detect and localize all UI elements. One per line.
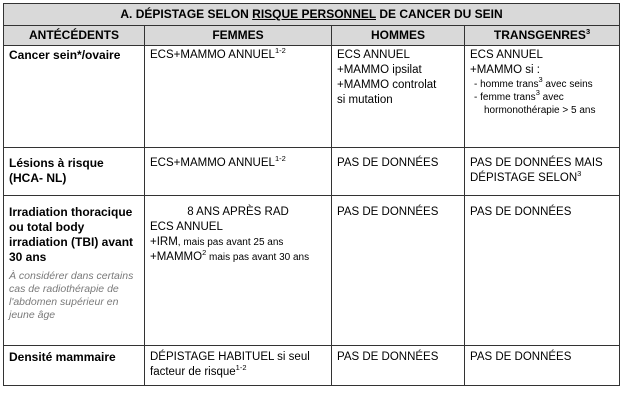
title-suffix: DE CANCER DU SEIN bbox=[375, 7, 503, 21]
cancer-hommes-line: si mutation bbox=[337, 94, 393, 106]
cell-irradiation-femmes bbox=[145, 196, 332, 346]
irradiation-femmes-line4 bbox=[150, 250, 326, 265]
lesions-trans-line2-text: DÉPISTAGE SELON bbox=[470, 172, 578, 184]
cell-lesions-femmes bbox=[145, 148, 332, 196]
mammo-text: +MAMMO bbox=[150, 251, 203, 263]
cell-lesions-hommes: PAS DE DONNÉES bbox=[332, 148, 465, 196]
densite-femmes-line2-text: facteur de risque bbox=[150, 366, 236, 378]
header-hommes: HOMMES bbox=[332, 26, 465, 46]
row-label-irradiation bbox=[4, 196, 145, 346]
table-title bbox=[4, 4, 620, 26]
lesions-label-line2: (HCA- NL) bbox=[9, 171, 67, 185]
table-row bbox=[4, 46, 620, 148]
lesions-trans-sup: 3 bbox=[577, 169, 582, 178]
title-underlined: RISQUE PERSONNEL bbox=[252, 7, 376, 21]
cell-densite-trans: PAS DE DONNÉES bbox=[465, 346, 620, 386]
cell-lesions-trans bbox=[465, 148, 620, 196]
title-row bbox=[4, 4, 620, 26]
bullet2-a: - femme trans bbox=[474, 92, 536, 103]
cancer-trans-line2: +MAMMO si : bbox=[470, 64, 540, 76]
title-prefix: A. DÉPISTAGE SELON bbox=[120, 7, 253, 21]
header-transgenres-sup: 3 bbox=[585, 27, 591, 36]
header-antecedents: ANTÉCÉDENTS bbox=[4, 26, 145, 46]
irradiation-note: À considérer dans certains cas de radiothérapie de l'abdomen supérieur en jeune âge bbox=[9, 270, 134, 321]
row-label-lesions bbox=[4, 148, 145, 196]
lesions-femmes-sup: 1-2 bbox=[274, 154, 286, 163]
table-row bbox=[4, 148, 620, 196]
cancer-trans-line1: ECS ANNUEL bbox=[470, 49, 543, 61]
irradiation-label: Irradiation thoracique ou total body irradiation (TBI) avant 30 ans bbox=[9, 205, 134, 264]
header-row bbox=[4, 26, 620, 46]
bullet1-a: - homme trans bbox=[474, 79, 539, 90]
cancer-hommes-line: ECS ANNUEL bbox=[337, 49, 410, 61]
lesions-trans-line1: PAS DE DONNÉES MAIS bbox=[470, 157, 603, 169]
cancer-hommes-line: +MAMMO controlat bbox=[337, 79, 437, 91]
lesions-femmes-text: ECS+MAMMO ANNUEL bbox=[150, 157, 275, 169]
cancer-hommes-line: +MAMMO ipsilat bbox=[337, 64, 422, 76]
cell-cancer-femmes bbox=[145, 46, 332, 148]
screening-table bbox=[3, 3, 620, 386]
bullet1-sup: 3 bbox=[538, 75, 543, 84]
irradiation-femmes-line1: 8 ANS APRÈS RAD bbox=[187, 206, 289, 218]
cancer-femmes-sup: 1-2 bbox=[274, 46, 286, 55]
irm-detail: , mais pas avant 25 ans bbox=[177, 237, 284, 248]
cancer-trans-bullet2 bbox=[470, 88, 614, 117]
row-label-densite: Densité mammaire bbox=[4, 346, 145, 386]
cancer-femmes-text: ECS+MAMMO ANNUEL bbox=[150, 49, 275, 61]
densite-femmes-sup: 1-2 bbox=[235, 363, 247, 372]
header-femmes: FEMMES bbox=[145, 26, 332, 46]
densite-femmes-line1: DÉPISTAGE HABITUEL si seul bbox=[150, 351, 310, 363]
bullet1-b: avec seins bbox=[542, 79, 593, 90]
irradiation-femmes-line3 bbox=[150, 235, 326, 250]
table-row bbox=[4, 346, 620, 386]
cell-cancer-trans bbox=[465, 46, 620, 148]
cell-irradiation-trans: PAS DE DONNÉES bbox=[465, 196, 620, 346]
bullet2-sup: 3 bbox=[535, 88, 540, 97]
row-label-cancer: Cancer sein*/ovaire bbox=[4, 46, 145, 148]
lesions-trans-line2 bbox=[470, 171, 614, 186]
table-row bbox=[4, 196, 620, 346]
header-transgenres-text: TRANSGENRES bbox=[493, 28, 586, 42]
mammo-sup: 2 bbox=[202, 248, 207, 257]
header-transgenres bbox=[465, 26, 620, 46]
densite-femmes-line2 bbox=[150, 365, 326, 380]
cell-cancer-hommes bbox=[332, 46, 465, 148]
irm-text: +IRM bbox=[150, 236, 178, 248]
lesions-label-line1: Lésions à risque bbox=[9, 156, 104, 170]
cell-densite-hommes: PAS DE DONNÉES bbox=[332, 346, 465, 386]
bullet2-b: avec hormonothérapie > 5 ans bbox=[484, 92, 596, 116]
mammo-detail: mais pas avant 30 ans bbox=[206, 252, 310, 263]
cell-irradiation-hommes: PAS DE DONNÉES bbox=[332, 196, 465, 346]
irradiation-femmes-line2: ECS ANNUEL bbox=[150, 221, 223, 233]
cell-densite-femmes bbox=[145, 346, 332, 386]
cancer-trans-bullet1 bbox=[470, 75, 614, 91]
